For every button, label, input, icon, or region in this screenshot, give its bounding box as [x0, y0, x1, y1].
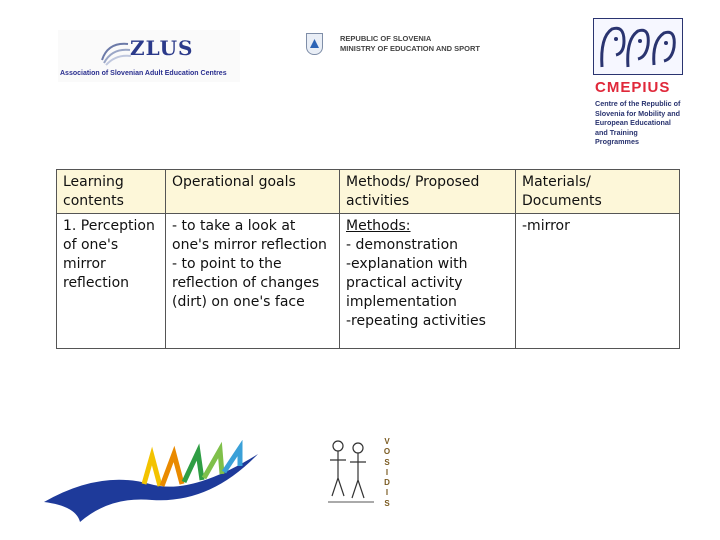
methods-heading: Methods: — [346, 218, 411, 234]
cmepius-logo — [593, 18, 683, 147]
zlus-mark: ZLUS — [130, 36, 194, 60]
table-row — [57, 214, 680, 349]
cell-operational-goals — [166, 214, 340, 349]
slovenia-ministry-logo — [306, 33, 481, 57]
cell-learning-contents — [57, 214, 166, 349]
cell-methods — [340, 214, 516, 349]
header-materials: Materials/ Documents — [516, 170, 680, 214]
operational-goals-text: - to take a look at one's mirror reflection - to point to the reflection of changes (dirt) on one's face — [172, 218, 327, 310]
zlus-logo — [58, 30, 240, 82]
header-operational-goals: Operational goals — [166, 170, 340, 214]
lifelong-learning-swoosh-icon — [44, 448, 258, 522]
methods-item: - demonstration — [346, 237, 459, 253]
slovenia-line2: MINISTRY OF EDUCATION AND SPORT — [340, 44, 481, 53]
slovenia-crest-icon — [306, 33, 323, 55]
zlus-swirl-icon — [98, 38, 134, 66]
header-methods: Methods/ Proposed activities — [340, 170, 516, 214]
lifelong-learning-logo — [40, 440, 262, 525]
cell-materials — [516, 214, 680, 349]
methods-item: -repeating activities — [346, 313, 486, 329]
learning-contents-text: 1. Perception of one's mirror reflection — [63, 218, 155, 291]
cmepius-figures-icon — [594, 19, 682, 74]
zlus-caption: Association of Slovenian Adult Education Centres — [60, 70, 227, 77]
materials-text: -mirror — [522, 218, 570, 234]
header-learning-contents: Learning contents — [57, 170, 166, 214]
vosidis-figures-icon — [328, 441, 374, 502]
table-header-row — [57, 170, 680, 214]
cmepius-brand: CMEPIUS — [595, 79, 671, 96]
cmepius-caption: Centre of the Republic of Slovenia for Mobility and European Educational and Training Programmes — [595, 99, 681, 147]
methods-item: -explanation with practical activity implementation — [346, 256, 468, 310]
lesson-plan-table — [56, 169, 680, 349]
vosidis-wordmark — [381, 437, 393, 509]
vosidis-text: V O S I D I S — [383, 437, 391, 508]
cmepius-figure-box — [593, 18, 683, 75]
slovenia-ministry-text — [340, 34, 480, 54]
slovenia-line1: REPUBLIC OF SLOVENIA — [340, 34, 432, 43]
